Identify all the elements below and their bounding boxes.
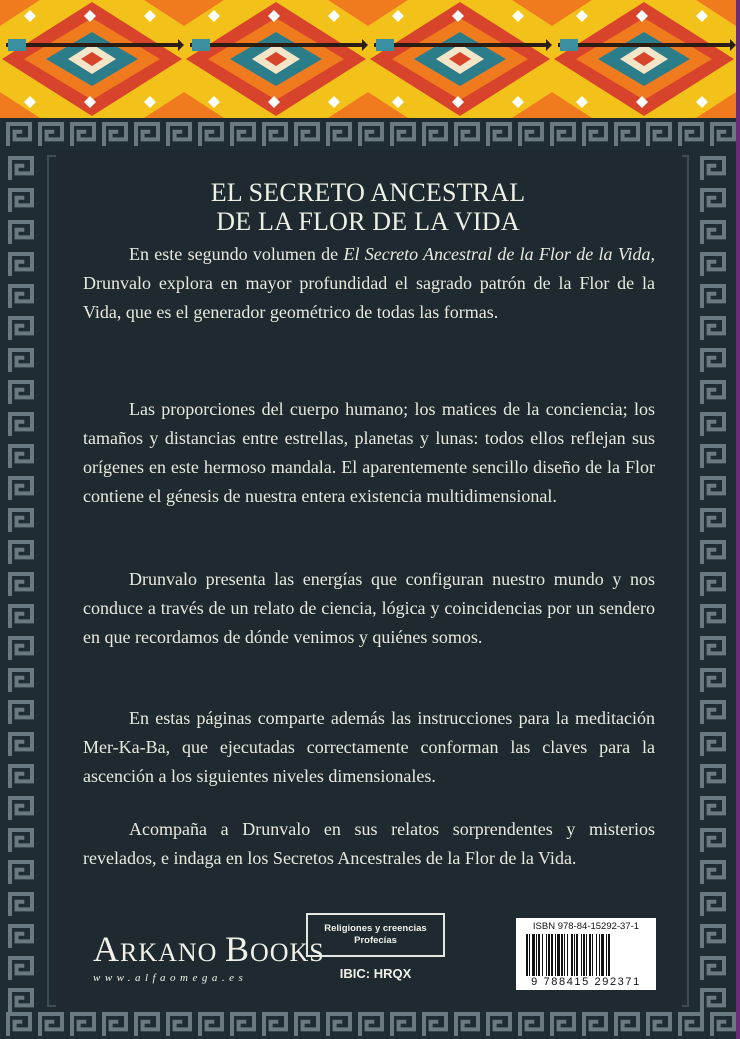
publisher-url: www.alfaomega.es bbox=[93, 972, 248, 984]
isbn-label: ISBN 978-84-15292-37-1 bbox=[532, 921, 640, 932]
barcode-digits: 9 788415 292371 bbox=[531, 976, 641, 988]
category-line-2: Profecías bbox=[354, 935, 397, 946]
publisher-name-end: OOKS bbox=[249, 938, 325, 967]
paragraph-1-start: En este segundo volumen de bbox=[129, 244, 344, 264]
publisher-initial-a: A bbox=[93, 929, 120, 969]
category-line-1: Religiones y creencias bbox=[324, 923, 427, 934]
category-box bbox=[306, 913, 445, 957]
paragraph-4: En estas páginas comparte además las instrucciones para la meditación Mer-Ka-Ba, que ejecutadas correctamente conforman las claves para la ascención a los siguientes niveles dimensionales. bbox=[83, 708, 655, 786]
title-line-1: EL SECRETO ANCESTRAL bbox=[210, 178, 526, 207]
title-line-2: DE LA FLOR DE LA VIDA bbox=[216, 207, 520, 236]
paragraph-1-end: Drunvalo explora en mayor profundidad el sagrado patrón de la Flor de la Vida, que es el generador geométrico de todas las formas. bbox=[83, 273, 655, 322]
publisher-name-mid: RKANO bbox=[120, 938, 225, 967]
publisher-name bbox=[93, 928, 325, 970]
book-title bbox=[0, 178, 736, 236]
publisher-logo bbox=[93, 928, 325, 984]
pattern-artwork bbox=[0, 0, 736, 118]
spine-edge bbox=[736, 0, 740, 1039]
book-title-italic: El Secreto Ancestral de la Flor de la Vida, bbox=[343, 244, 655, 264]
barcode-bars bbox=[526, 934, 646, 976]
ibic-code: IBIC: HRQX bbox=[339, 966, 412, 981]
ethnic-pattern-band bbox=[0, 0, 736, 118]
publisher-initial-b: B bbox=[224, 929, 250, 969]
paragraph-3: Drunvalo presenta las energías que configuran nuestro mundo y nos conduce a través de un relato de ciencia, lógica y coincidencias por un sendero en que recordamos de dónde venimos y quiénes somos. bbox=[83, 569, 655, 647]
isbn-barcode bbox=[516, 918, 656, 990]
paragraph-5: Acompaña a Drunvalo en sus relatos sorprendentes y misterios revelados, e indaga en los Secretos Ancestrales de la Flor de la Vida. bbox=[83, 819, 655, 868]
paragraph-1 bbox=[83, 240, 655, 327]
paragraph-2: Las proporciones del cuerpo humano; los matices de la conciencia; los tamaños y distancias entre estrellas, planetas y lunas: todos ellos reflejan sus orígenes en este hermoso mandala. El aparentemente sencillo diseño de la Flor contiene el génesis de nuestra entera existencia multidimensional. bbox=[83, 399, 655, 506]
